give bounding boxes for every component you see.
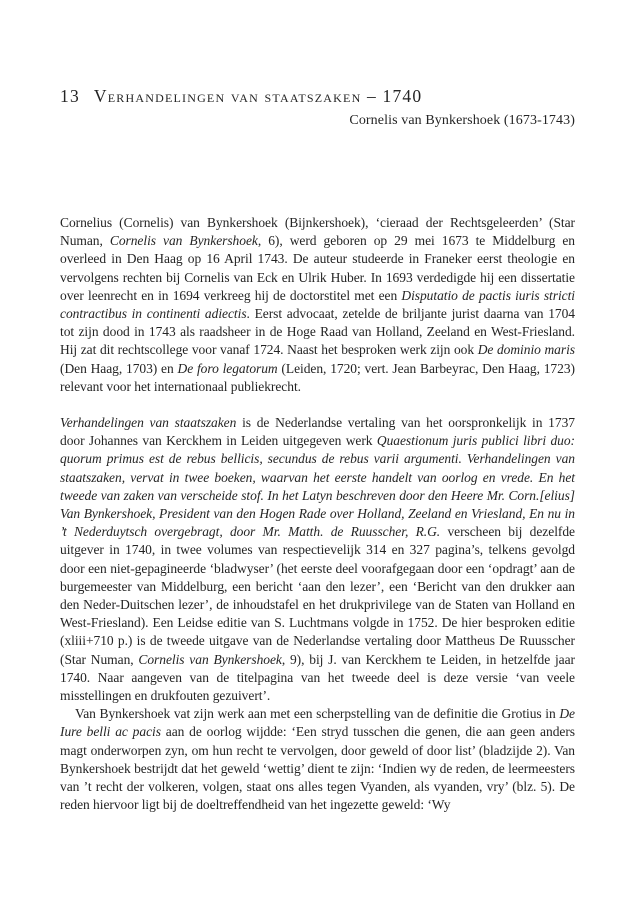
text-segment: (Leiden, 1720; vert. Jean Barbeyrac, Den Haag, 1723) relevant voor het internationaal publiekrecht. [60,360,575,394]
text-segment: aan de oorlog wijdde: ‘Een stryd tusschen die genen, die aan geen anders magt onderworpen zyn, om hun recht te vervolgen, door geweld of door list’ (bladzijde 2). Van Bynkershoek bestrijdt dat het geweld ‘wettig’ dient te zijn: ‘Indien wy de reden, de leermeesters van ’t recht der volkeren, volgen, staat ons alles tegen Vyanden, als vyanden, vry’ (blz. 5). De reden hiervoor ligt bij de doeltreffendheid van het ingezette geweld: ‘Wy [60,724,575,813]
italic-text-segment: De Iure belli ac pacis [60,706,575,740]
italic-text-segment: Verhandelingen van staatszaken [60,415,237,431]
text-segment: , 9), bij J. van Kerckhem te Leiden, in hetzelfde jaar 1740. Naar aangeven van de titelpagina van het tweede deel is deze versie ‘van veele misstellingen en drukfouten gezuivert’. [60,651,575,704]
paragraph [60,414,575,705]
text-segment: , 6), werd geboren op 29 mei 1673 te Middelburg en overleed in Den Haag op 16 April 1743. De auteur studeerde in Franeker eerst theologie en vervolgens rechten bij Cornelis van Eck en Ulrik Huber. In 1693 verdedigde hij een dissertatie over leenrecht en in 1694 verkreeg hij de doctorstitel met een [60,233,575,303]
text-segment: verscheen bij dezelfde uitgever in 1740, in twee volumes van respectievelijk 314 en 327 pagina’s, telkens gevolgd door een niet-gepagineerde ‘bladwyser’ (het eerste deel voorafgegaan door een ‘opdragt’ aan de burgemeester van Middelburg, een bericht ‘aan den lezer’, een ‘Bericht van den drukker aan den Neder-Duitschen lezer’, de inhoudstafel en het drukprivilege van de Staten van Holland en West-Friesland). Een Leidse editie van S. Luchtmans volgde in 1752. De hier besproken editie (xliii+710 p.) is de tweede uitgave van de Nederlandse vertaling door Mattheus De Ruusscher (Star Numan, [60,524,575,667]
italic-text-segment: De foro legatorum [177,360,278,376]
chapter-title: Verhandelingen van staatszaken – 1740 [93,86,423,106]
italic-text-segment: De dominio maris [477,342,575,358]
body-text [60,214,575,815]
chapter-number: 13 [60,86,80,106]
paragraph [60,214,575,396]
italic-text-segment: Quaestionum juris publici libri duo: quorum primus est de rebus bellicis, secundus de rebus varii argumenti. Verhandelingen van staatszaken, vervat in twee boeken, waarvan het eerste handelt van oorlog en vrede. En het tweede van zaken van verscheide stof. In het Latyn beschreven door den Heere Mr. Corn.[elius] Van Bynkershoek, President van den Hogen Rade over Holland, Zeeland en Vriesland, En nu in ’t Nederduytsch overgebragt, door Mr. Matth. de Ruusscher, R.G. [60,433,576,540]
italic-text-segment: Cornelis van Bynkershoek [109,233,258,249]
author-subtitle: Cornelis van Bynkershoek (1673-1743) [349,113,575,128]
italic-text-segment: Cornelis van Bynkershoek [138,651,282,667]
italic-text-segment: Disputatio de pactis iuris stricti contractibus in continenti adiectis [60,287,575,322]
paragraph [60,705,575,814]
text-segment: is de Nederlandse vertaling van het oorspronkelijk in 1737 door Johannes van Kerckhem in Leiden uitgegeven werk [60,415,575,449]
text-segment: . Eerst advocaat, zetelde de briljante jurist daarna van 1704 tot zijn dood in 1743 als raadsheer in de Hoge Raad van Holland, Zeeland en West-Friesland. Hij zat dit rechtscollege voor vanaf 1724. Naast het besproken werk zijn ook [60,306,575,358]
text-segment: Cornelius (Cornelis) van Bynkershoek (Bijnkershoek), ‘cieraad der Rechtsgeleerden’ (Star Numan, [60,215,575,249]
text-segment: Van Bynkershoek vat zijn werk aan met een scherpstelling van de definitie die Grotius in [75,706,560,722]
chapter-heading [60,86,575,106]
text-segment: (Den Haag, 1703) en [60,360,178,376]
